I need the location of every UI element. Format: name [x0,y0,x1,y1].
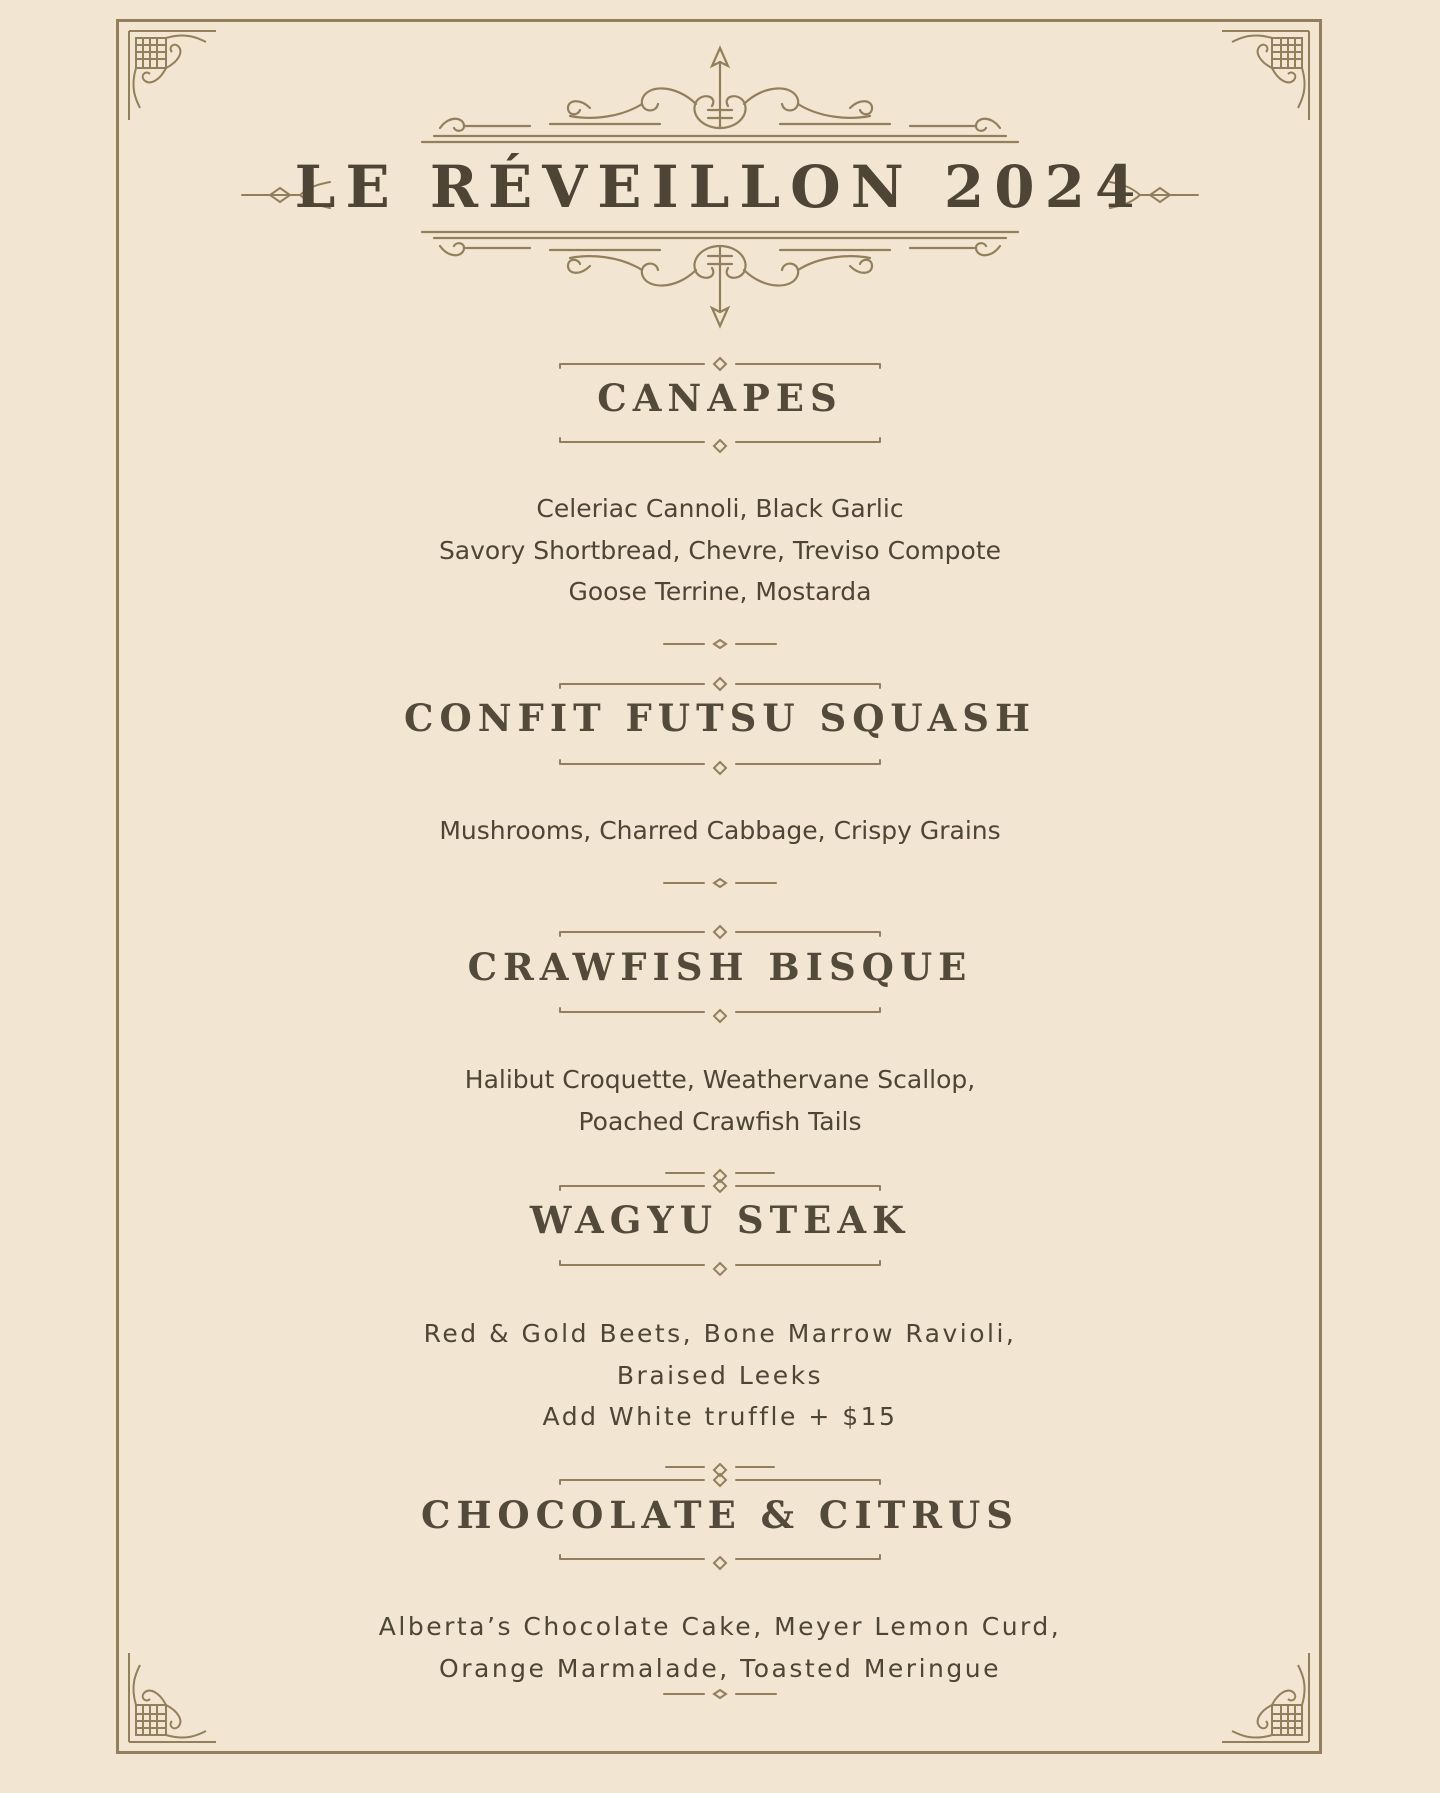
heading-divider-icon [556,1460,884,1490]
heading-divider-icon [556,1006,884,1026]
heading-divider-icon [556,436,884,456]
heading-divider-icon [556,758,884,778]
section-items [0,1313,1440,1438]
menu-item: Celeriac Cannoli, Black Garlic [536,494,904,523]
section-heading: WAGYU STEAK [529,1198,911,1242]
small-divider-icon [662,636,778,652]
small-divider-icon [662,1686,778,1702]
menu-item: Mushrooms, Charred Cabbage, Crispy Grains [439,816,1001,845]
section-heading: CRAWFISH BISQUE [467,945,973,989]
heading-divider-icon [556,922,884,942]
menu-item: Halibut Croquette, Weathervane Scallop, [464,1065,976,1094]
section-items [0,488,1440,613]
section-heading: CHOCOLATE & CITRUS [421,1493,1019,1537]
menu-title: LE RÉVEILLON 2024 [294,153,1146,221]
section-items [0,1059,1440,1142]
menu-item: Orange Marmalade, Toasted Meringue [439,1653,1001,1683]
heading-divider-icon [556,1259,884,1279]
title-flourish-top-icon [420,44,1020,144]
title-flourish-bottom-icon [420,230,1020,330]
corner-ornament-icon [126,28,226,128]
heading-divider-icon [556,354,884,374]
menu-item: Red & Gold Beets, Bone Marrow Ravioli, [423,1319,1017,1348]
heading-divider-icon [556,1166,884,1196]
small-divider-icon [662,875,778,891]
heading-divider-icon [556,1553,884,1573]
menu-item: Goose Terrine, Mostarda [568,577,872,606]
menu-item: Add White truffle + $15 [542,1402,898,1431]
heading-divider-icon [556,674,884,694]
corner-ornament-icon [1212,28,1312,128]
section-items [0,810,1440,852]
menu-item: Poached Crawfish Tails [578,1106,862,1136]
section-heading: CANAPES [597,376,843,420]
menu-item: Savory Shortbread, Chevre, Treviso Compote [438,535,1002,565]
section-heading: CONFIT FUTSU SQUASH [404,696,1036,740]
menu-item: Alberta’s Chocolate Cake, Meyer Lemon Curd, [378,1612,1062,1641]
section-items [0,1606,1440,1689]
menu-item: Braised Leeks [616,1360,824,1390]
